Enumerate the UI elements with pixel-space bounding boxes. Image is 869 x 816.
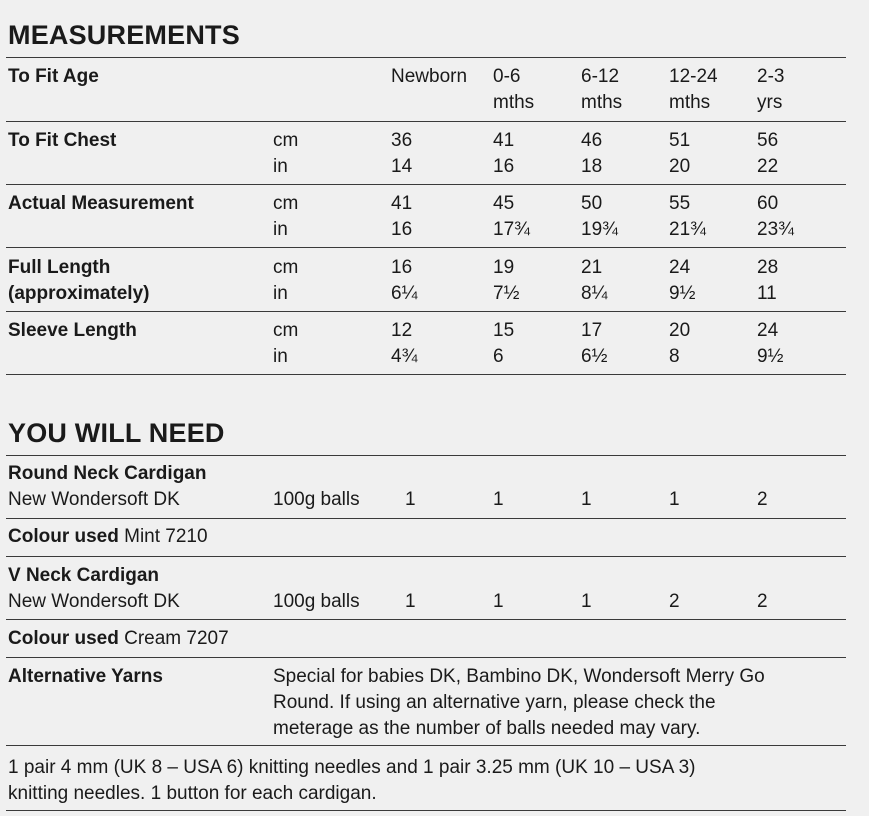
needles-text: 1 pair 4 mm (UK 8 – USA 6) knitting needles and 1 pair 3.25 mm (UK 10 – USA 3) <box>8 757 696 778</box>
unit-in: in <box>273 156 288 177</box>
ball-qty: 1 <box>405 591 416 612</box>
unit-in: in <box>273 346 288 367</box>
colour-value: Mint 7210 <box>124 526 208 547</box>
cell-value: 6¼ <box>391 283 418 304</box>
cell-value: 22 <box>757 156 779 177</box>
cell-value: 8¼ <box>581 283 608 304</box>
cell-value: 23¾ <box>757 219 794 240</box>
divider <box>6 657 846 658</box>
row-label: Actual Measurement <box>8 193 194 214</box>
ball-qty: 1 <box>405 489 416 510</box>
cell-value: 24 <box>669 257 691 278</box>
cell-value: 41 <box>391 193 413 214</box>
cell-value: 6½ <box>581 346 608 367</box>
colour-label: Colour used <box>8 526 119 547</box>
size-header: 12-24 <box>669 66 718 87</box>
unit-in: in <box>273 283 288 304</box>
cell-value: 41 <box>493 130 515 151</box>
cell-value: 9½ <box>669 283 696 304</box>
size-header: mths <box>581 92 623 113</box>
size-header: mths <box>493 92 535 113</box>
colour-used <box>8 524 208 550</box>
unit-in: in <box>273 219 288 240</box>
divider <box>6 247 846 248</box>
cell-value: 17¾ <box>493 219 530 240</box>
row-label: (approximately) <box>8 283 150 304</box>
divider <box>6 619 846 620</box>
divider <box>6 745 846 746</box>
size-header: yrs <box>757 92 783 113</box>
size-header: Newborn <box>391 66 468 87</box>
cell-value: 20 <box>669 320 691 341</box>
cell-value: 21 <box>581 257 603 278</box>
cell-value: 56 <box>757 130 779 151</box>
divider <box>6 518 846 519</box>
you-will-need-heading: YOU WILL NEED <box>8 418 225 448</box>
cell-value: 16 <box>391 219 413 240</box>
ball-qty: 2 <box>757 591 768 612</box>
divider <box>6 455 846 456</box>
cell-value: 6 <box>493 346 504 367</box>
alternative-yarns-label: Alternative Yarns <box>8 666 163 687</box>
cell-value: 18 <box>581 156 603 177</box>
size-header: 2-3 <box>757 66 785 87</box>
divider <box>6 556 846 557</box>
cell-value: 14 <box>391 156 413 177</box>
alternative-yarns-text: Round. If using an alternative yarn, please check the <box>273 692 716 713</box>
cell-value: 60 <box>757 193 779 214</box>
cell-value: 55 <box>669 193 691 214</box>
cell-value: 19 <box>493 257 515 278</box>
cell-value: 21¾ <box>669 219 706 240</box>
ball-unit: 100g balls <box>273 489 360 510</box>
cell-value: 36 <box>391 130 413 151</box>
ball-qty: 2 <box>669 591 680 612</box>
cell-value: 12 <box>391 320 413 341</box>
ball-qty: 1 <box>581 591 592 612</box>
cell-value: 4¾ <box>391 346 418 367</box>
cell-value: 16 <box>391 257 413 278</box>
needles-text: knitting needles. 1 button for each cardigan. <box>8 783 377 804</box>
unit-cm: cm <box>273 320 299 341</box>
cell-value: 50 <box>581 193 603 214</box>
cell-value: 20 <box>669 156 691 177</box>
yarn-name: New Wondersoft DK <box>8 489 180 510</box>
unit-cm: cm <box>273 257 299 278</box>
cell-value: 51 <box>669 130 691 151</box>
alternative-yarns-text: meterage as the number of balls needed may vary. <box>273 718 701 739</box>
cell-value: 28 <box>757 257 779 278</box>
cell-value: 17 <box>581 320 603 341</box>
ball-qty: 1 <box>669 489 680 510</box>
cell-value: 24 <box>757 320 779 341</box>
divider <box>6 184 846 185</box>
row-label: Full Length <box>8 257 111 278</box>
divider <box>6 57 846 58</box>
ball-qty: 1 <box>493 591 504 612</box>
alternative-yarns-text: Special for babies DK, Bambino DK, Wondersoft Merry Go <box>273 666 765 687</box>
cell-value: 16 <box>493 156 515 177</box>
cell-value: 11 <box>757 283 777 304</box>
colour-value: Cream 7207 <box>124 628 229 649</box>
row-label: To Fit Chest <box>8 130 117 151</box>
ball-qty: 1 <box>581 489 592 510</box>
ball-qty: 1 <box>493 489 504 510</box>
divider <box>6 121 846 122</box>
cell-value: 46 <box>581 130 603 151</box>
measurements-heading: MEASUREMENTS <box>8 20 240 50</box>
round-neck-title: Round Neck Cardigan <box>8 463 207 484</box>
size-header: 0-6 <box>493 66 521 87</box>
cell-value: 15 <box>493 320 515 341</box>
yarn-name: New Wondersoft DK <box>8 591 180 612</box>
ball-qty: 2 <box>757 489 768 510</box>
cell-value: 19¾ <box>581 219 618 240</box>
divider <box>6 311 846 312</box>
divider <box>6 374 846 375</box>
colour-label: Colour used <box>8 628 119 649</box>
v-neck-title: V Neck Cardigan <box>8 565 159 586</box>
cell-value: 7½ <box>493 283 520 304</box>
size-header: mths <box>669 92 711 113</box>
size-header: 6-12 <box>581 66 620 87</box>
row-label: Sleeve Length <box>8 320 137 341</box>
cell-value: 8 <box>669 346 680 367</box>
colour-used <box>8 626 229 652</box>
divider <box>6 810 846 811</box>
unit-cm: cm <box>273 193 299 214</box>
cell-value: 9½ <box>757 346 784 367</box>
unit-cm: cm <box>273 130 299 151</box>
ball-unit: 100g balls <box>273 591 360 612</box>
cell-value: 45 <box>493 193 515 214</box>
age-label: To Fit Age <box>8 66 99 87</box>
